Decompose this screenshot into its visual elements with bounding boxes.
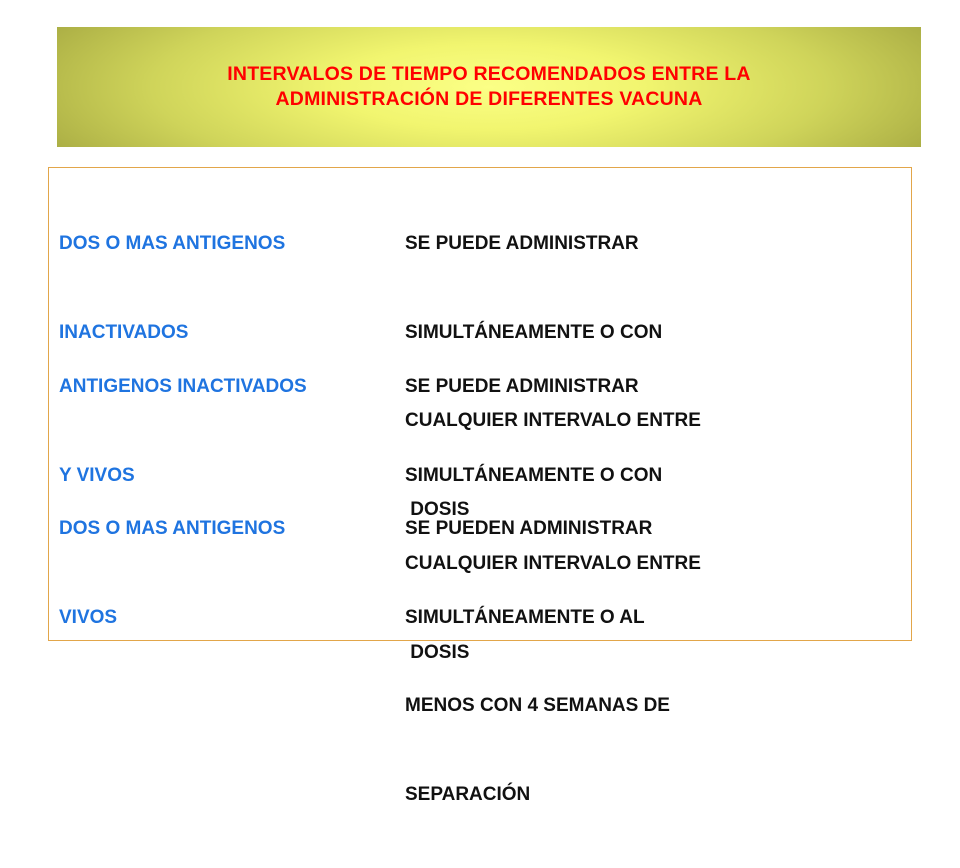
row-3-right-line-4: SEPARACIÓN (405, 783, 531, 805)
row-3-right-line-1: SE PUEDEN ADMINISTRAR (405, 518, 653, 539)
row-1-right-line-3: CUALQUIER INTERVALO ENTRE (405, 410, 701, 431)
content-box (48, 167, 912, 805)
row-2-left-line-1: ANTIGENOS INACTIVADOS (59, 376, 307, 397)
row-3-recommendation (405, 455, 670, 868)
title-line-1: INTERVALOS DE TIEMPO RECOMENDADOS ENTRE LA (227, 63, 751, 85)
row-2-right-line-1: SE PUEDE ADMINISTRAR (405, 376, 639, 397)
row-2-right-line-4: DOSIS (405, 641, 470, 663)
title-banner (57, 27, 921, 147)
row-3-right-line-2: SIMULTÁNEAMENTE O AL (405, 606, 645, 628)
row-3-left-line-2: VIVOS (59, 606, 118, 628)
row-2-right-line-3: CUALQUIER INTERVALO ENTRE (405, 553, 701, 574)
row-1-right-line-1: SE PUEDE ADMINISTRAR (405, 233, 639, 254)
row-1-right-line-4: DOSIS (405, 498, 470, 520)
row-3-left-line-1: DOS O MAS ANTIGENOS (59, 518, 286, 539)
row-3-right-line-3: MENOS CON 4 SEMANAS DE (405, 695, 670, 716)
row-1-left-line-2: INACTIVADOS (59, 321, 189, 343)
row-2-left-line-2: Y VIVOS (59, 464, 135, 486)
row-3-antigen-type (59, 455, 285, 691)
slide-title (139, 62, 839, 112)
title-line-2: ADMINISTRACIÓN DE DIFERENTES VACUNA (275, 88, 703, 110)
row-2-right-line-2: SIMULTÁNEAMENTE O CON (405, 464, 663, 486)
row-1-left-line-1: DOS O MAS ANTIGENOS (59, 233, 286, 254)
row-1-right-line-2: SIMULTÁNEAMENTE O CON (405, 321, 663, 343)
